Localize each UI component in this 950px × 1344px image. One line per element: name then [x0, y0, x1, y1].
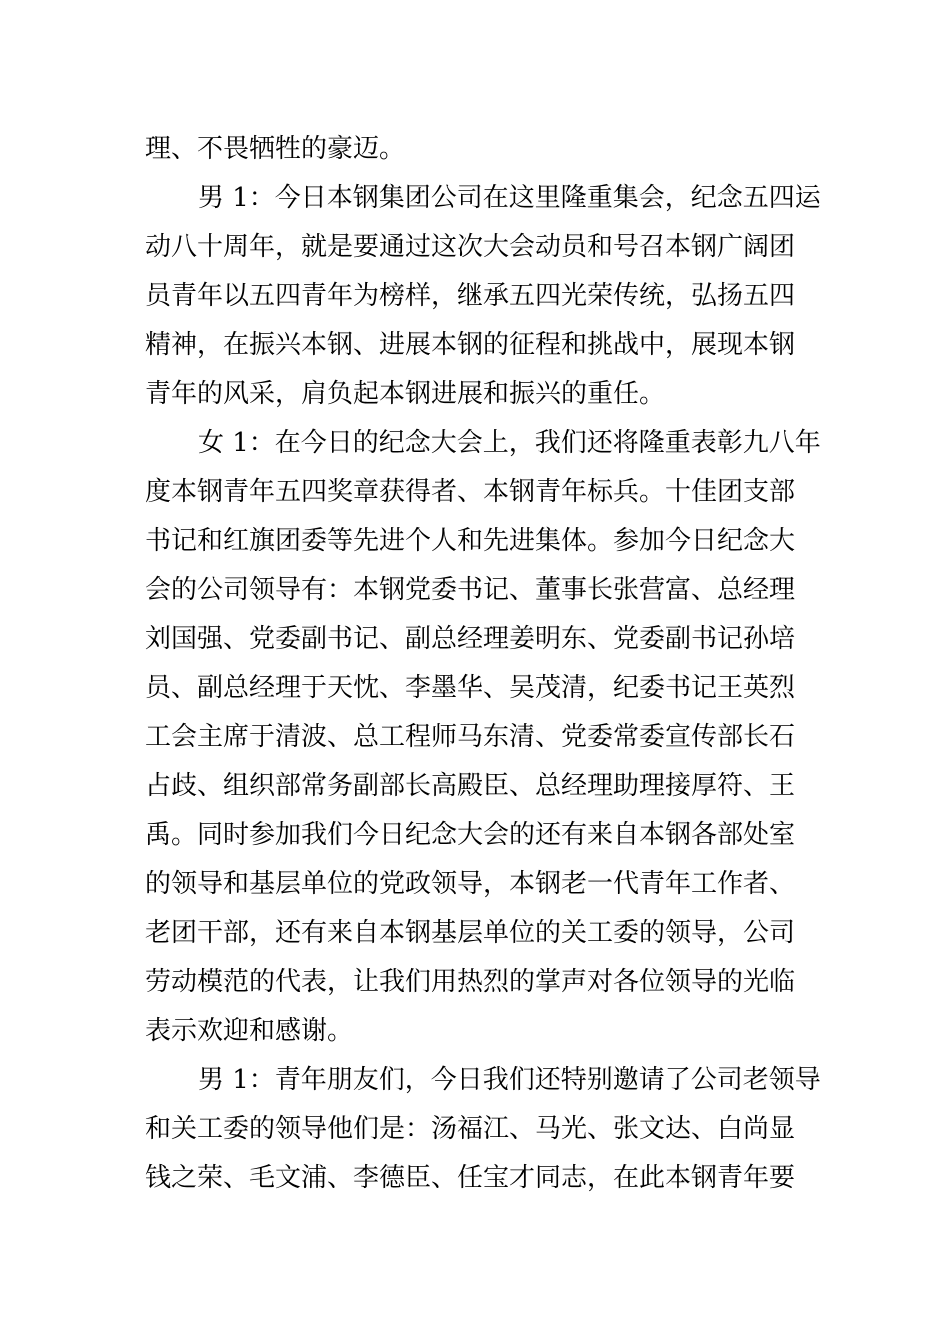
text-line: 书记和红旗团委等先进个人和先进集体。参加今日纪念大: [145, 526, 796, 556]
text-line: 劳动模范的代表，让我们用热烈的掌声对各位领导的光临: [145, 967, 796, 997]
text-line: 禹。同时参加我们今日纪念大会的还有来自本钢各部处室: [145, 820, 796, 850]
document-body: [145, 125, 821, 1203]
text-line: 员青年以五四青年为榜样，继承五四光荣传统，弘扬五四: [145, 281, 796, 311]
text-line: 工会主席于清波、总工程师马东清、党委常委宣传部长石: [145, 722, 796, 752]
text-line: 占歧、组织部常务副部长高殿臣、总经理助理接厚符、王: [145, 771, 796, 801]
text-line: 青年的风采，肩负起本钢进展和振兴的重任。: [145, 379, 666, 409]
text-line: 理、不畏牺牲的豪迈。: [145, 134, 406, 164]
text-line: 的领导和基层单位的党政领导，本钢老一代青年工作者、: [145, 869, 796, 899]
text-line: 动八十周年，就是要通过这次大会动员和号召本钢广阔团: [145, 232, 796, 262]
text-line: 钱之荣、毛文浦、李德臣、任宝才同志，在此本钢青年要: [145, 1163, 796, 1193]
text-line: 度本钢青年五四奖章获得者、本钢青年标兵。十佳团支部: [145, 477, 796, 507]
text-line: 老团干部，还有来自本钢基层单位的关工委的领导，公司: [145, 918, 796, 948]
text-line: 员、副总经理于天忱、李墨华、吴茂清，纪委书记王英烈: [145, 673, 796, 703]
text-line: 刘国强、党委副书记、副总经理姜明东、党委副书记孙培: [145, 624, 796, 654]
paragraph-start-line: 女 1：在今日的纪念大会上，我们还将隆重表彰九八年: [198, 428, 821, 458]
paragraph-start-line: 男 1：今日本钢集团公司在这里隆重集会，纪念五四运: [198, 183, 821, 213]
paragraph-start-line: 男 1：青年朋友们，今日我们还特别邀请了公司老领导: [198, 1065, 821, 1095]
text-line: 和关工委的领导他们是：汤福江、马光、张文达、白尚显: [145, 1114, 796, 1144]
text-line: 会的公司领导有：本钢党委书记、董事长张营富、总经理: [145, 575, 796, 605]
text-line: 表示欢迎和感谢。: [145, 1016, 354, 1046]
text-line: 精神，在振兴本钢、进展本钢的征程和挑战中，展现本钢: [145, 330, 796, 360]
